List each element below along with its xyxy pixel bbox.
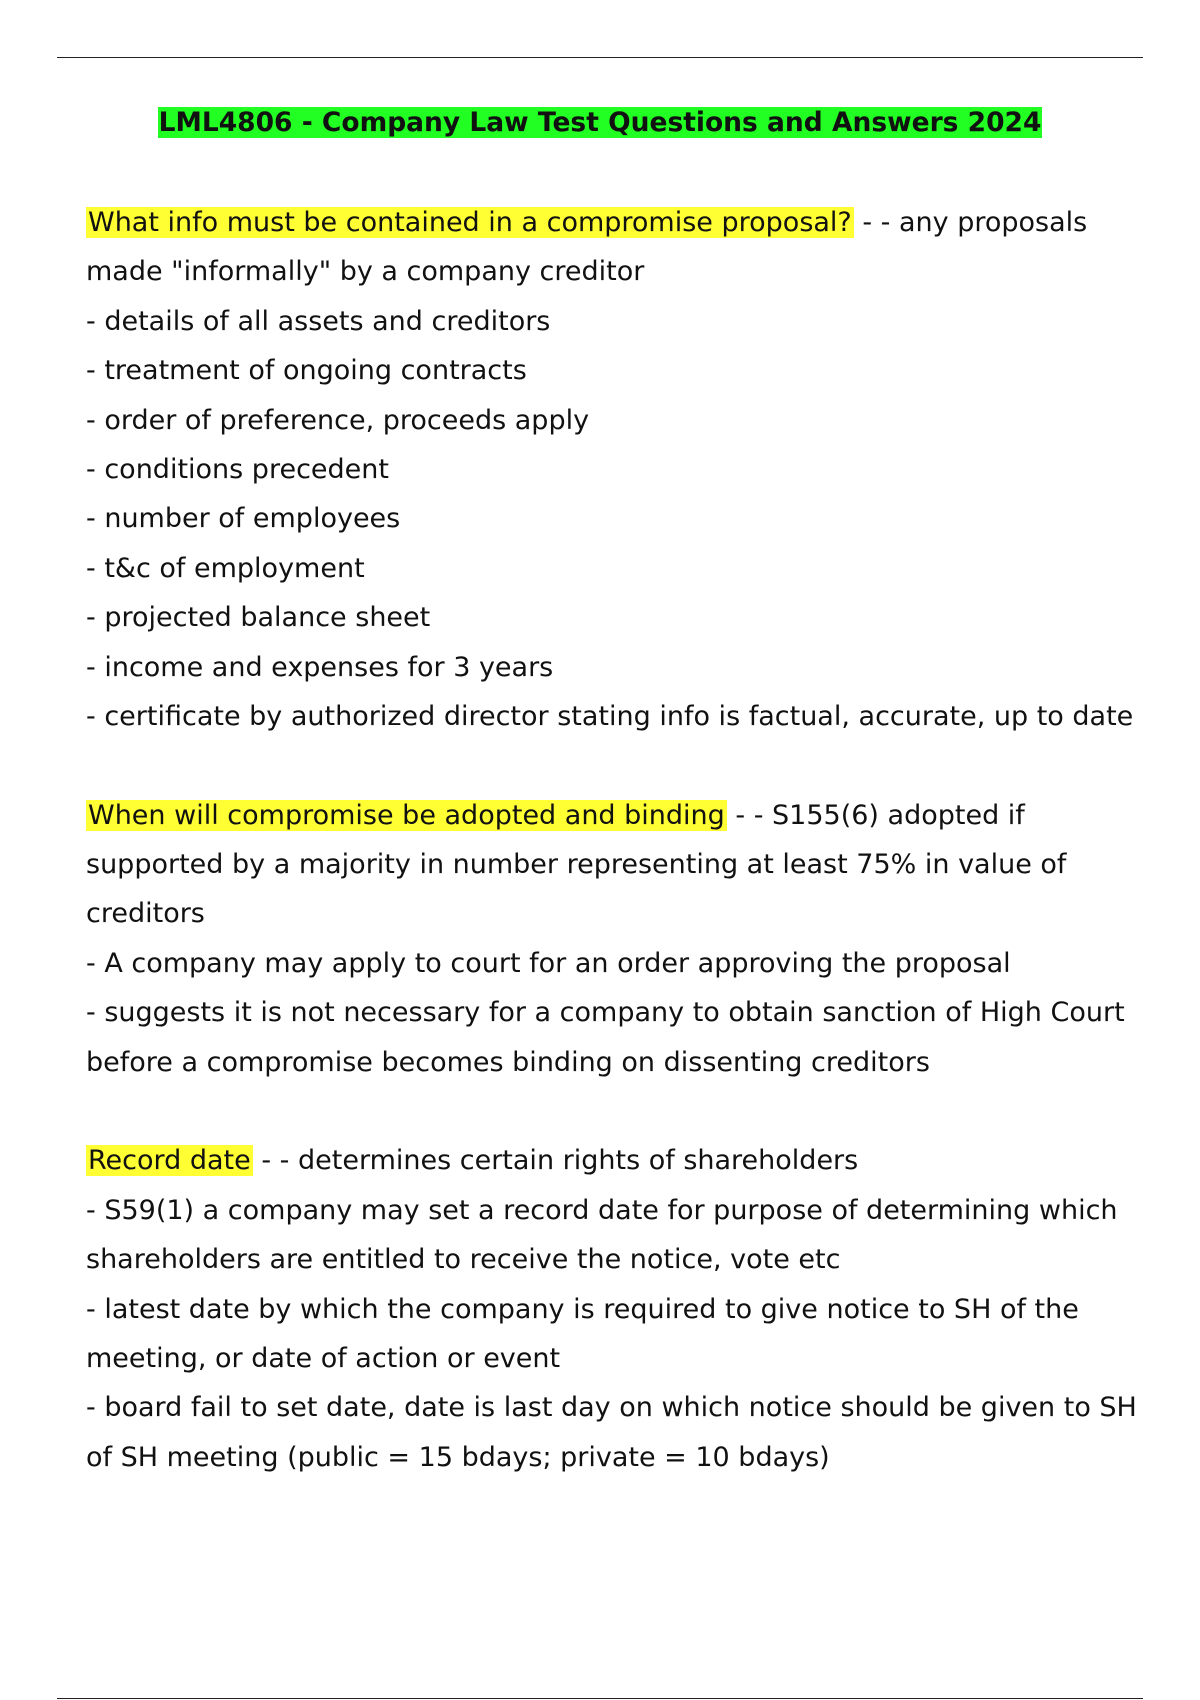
qa-section <box>86 198 1186 741</box>
qa-first-line <box>86 791 1186 840</box>
answer-line: - order of preference, proceeds apply <box>86 404 590 436</box>
answer-line: - treatment of ongoing contracts <box>86 355 527 387</box>
qa-first-line <box>86 198 1186 247</box>
answer-line: before a compromise becomes binding on dissenting creditors <box>86 1046 930 1078</box>
document-title: LML4806 - Company Law Test Questions and Answers 2024 <box>158 107 1042 138</box>
answer-line: - S59(1) a company may set a record date for purpose of determining which <box>86 1194 1118 1226</box>
answer-line: - details of all assets and creditors <box>86 305 551 337</box>
qa-first-line <box>86 1136 1186 1185</box>
answer-line: - A company may apply to court for an order approving the proposal <box>86 947 1011 979</box>
answer-line: shareholders are entitled to receive the notice, vote etc <box>86 1244 841 1276</box>
answer-line: - conditions precedent <box>86 453 389 485</box>
answer-line: - suggests it is not necessary for a company to obtain sanction of High Court <box>86 997 1125 1029</box>
question-text: What info must be contained in a compromise proposal? <box>88 207 852 238</box>
question-text: Record date <box>88 1145 251 1177</box>
top-rule <box>57 57 1143 58</box>
document-body <box>86 198 1186 1482</box>
answer-line: - projected balance sheet <box>86 602 431 634</box>
answer-line: - t&c of employment <box>86 552 365 584</box>
bottom-rule <box>57 1698 1143 1699</box>
document-title-block <box>0 103 1200 143</box>
question-text: When will compromise be adopted and binding <box>88 799 725 831</box>
answer-line: creditors <box>86 898 205 930</box>
answer-line: of SH meeting (public = 15 bdays; private = 10 bdays) <box>86 1441 830 1473</box>
qa-section <box>86 1136 1186 1482</box>
answer-line: - number of employees <box>86 503 401 535</box>
answer-text: - - S155(6) adopted if <box>726 799 1025 831</box>
qa-section <box>86 791 1186 1087</box>
answer-line: made "informally" by a company creditor <box>86 256 645 288</box>
answer-line: - board fail to set date, date is last day on which notice should be given to SH <box>86 1392 1137 1424</box>
answer-text: - - any proposals <box>853 207 1088 238</box>
answer-line: - latest date by which the company is required to give notice to SH of the <box>86 1293 1079 1325</box>
answer-line: meeting, or date of action or event <box>86 1342 561 1374</box>
answer-line: - income and expenses for 3 years <box>86 651 554 683</box>
answer-text: - - determines certain rights of shareholders <box>252 1145 859 1177</box>
section-spacer <box>86 741 1186 790</box>
answer-line: supported by a majority in number representing at least 75% in value of <box>86 849 1067 881</box>
answer-line: - certificate by authorized director stating info is factual, accurate, up to date <box>86 700 1134 732</box>
section-spacer <box>86 1087 1186 1136</box>
